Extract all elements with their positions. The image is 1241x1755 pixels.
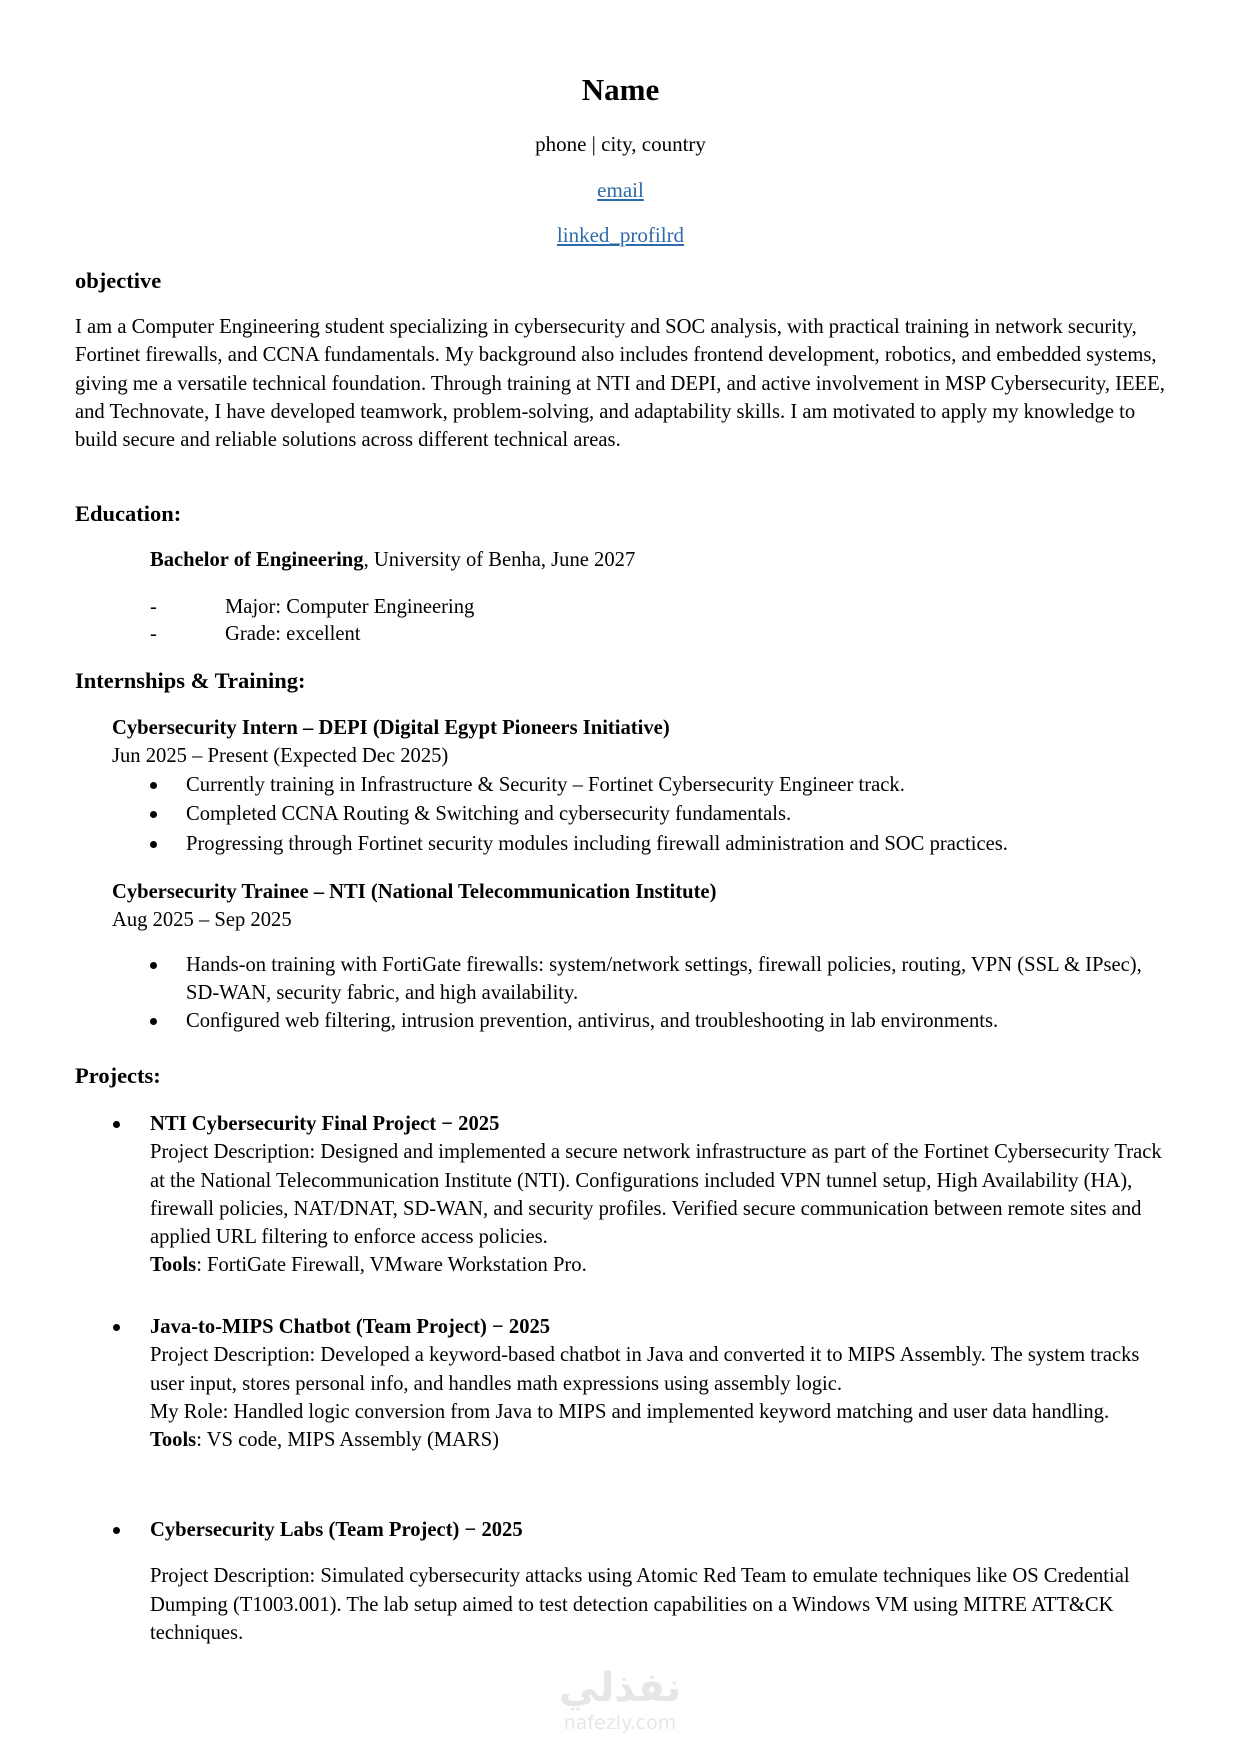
internship-title: Cybersecurity Intern – DEPI (Digital Egypt Pioneers Initiative) <box>112 717 670 739</box>
tools-label: Tools <box>150 1429 197 1452</box>
email-line <box>0 180 1241 201</box>
watermark-arabic: نفذلي <box>558 1665 682 1711</box>
objective-heading: objective <box>75 268 162 293</box>
degree-details: , University of Benha, June 2027 <box>363 549 636 571</box>
contact-line: phone | city, country <box>535 132 706 156</box>
degree-line <box>150 550 635 571</box>
education-item-text: Grade: excellent <box>225 623 361 645</box>
internship-entry <box>112 714 1172 859</box>
watermark-logo <box>540 1665 700 1734</box>
project-item <box>75 1110 1175 1280</box>
bullet-item: Completed CCNA Routing & Switching and cybersecurity fundamentals. <box>112 800 1172 830</box>
email-link[interactable]: email <box>597 178 644 202</box>
project-role: My Role: Handled logic conversion from Java to MIPS and implemented keyword matching and user data handling. <box>150 1400 1110 1423</box>
project-tools <box>150 1426 1175 1454</box>
bullet-item: Currently training in Infrastructure & Security – Fortinet Cybersecurity Engineer track. <box>112 771 1172 801</box>
linkedin-line <box>0 225 1241 246</box>
project-description: Project Description: Designed and implemented a secure network infrastructure as part of the Fortinet Cybersecurity Track at the National Telecommunication Institute (NTI). Configurations included VPN tunnel setup, High Availability (HA), firewall policies, NAT/DNAT, SD-WAN, and security profiles. Verified secure communication between remote sites and applied URL filtering to enforce access policies. <box>150 1141 1162 1249</box>
education-item <box>150 597 474 618</box>
objective-text: I am a Computer Engineering student specializing in cybersecurity and SOC analysis, with practical training in network security, Fortinet firewalls, and CCNA fundamentals. My background also includes frontend development, robotics, and embedded systems, giving me a versatile technical foundation. Through training at NTI and DEPI, and active involvement in MSP Cybersecurity, IEEE, and Technovate, I have developed teamwork, problem-solving, and adaptability skills. I am motivated to apply my knowledge to build secure and reliable solutions across different technical areas. <box>75 316 1165 452</box>
tools-value: : FortiGate Firewall, VMware Workstation Pro. <box>196 1254 587 1277</box>
education-heading: Education: <box>75 501 182 526</box>
internship-title: Cybersecurity Trainee – NTI (National Telecommunication Institute) <box>112 881 717 903</box>
linkedin-link[interactable]: linked_profilrd <box>556 223 685 247</box>
project-item <box>75 1516 1175 1647</box>
internship-dates: Aug 2025 – Sep 2025 <box>112 909 292 932</box>
bullet-item: Hands-on training with FortiGate firewalls: system/network settings, firewall policies, routing, VPN (SSL & IPsec), SD-WAN, security fabric, and high availability. <box>112 951 1172 1008</box>
watermark-latin: nafezly.com <box>563 1712 677 1734</box>
internship-entry <box>112 878 1172 1035</box>
internships-heading: Internships & Training: <box>75 668 306 693</box>
bullet-icon <box>113 1121 120 1128</box>
education-item <box>150 624 361 645</box>
internship-dates: Jun 2025 – Present (Expected Dec 2025) <box>112 745 449 768</box>
project-item <box>75 1313 1175 1454</box>
internship-bullets <box>112 951 1172 1036</box>
project-tools <box>150 1251 1175 1279</box>
dash-marker: - <box>150 623 157 645</box>
internship-bullets <box>112 771 1172 860</box>
tools-label: Tools <box>150 1254 197 1277</box>
projects-heading: Projects: <box>75 1063 161 1088</box>
dash-marker: - <box>150 596 157 618</box>
bullet-item: Configured web filtering, intrusion prevention, antivirus, and troubleshooting in lab environments. <box>112 1007 1172 1035</box>
candidate-name: Name <box>581 72 660 107</box>
project-description: Project Description: Simulated cybersecurity attacks using Atomic Red Team to emulate techniques like OS Credential Dumping (T1003.001). The lab setup aimed to test detection capabilities on a Windows VM using MITRE ATT&CK techniques. <box>150 1565 1130 1644</box>
project-title: Java-to-MIPS Chatbot (Team Project) − 2025 <box>150 1316 551 1338</box>
bullet-icon <box>113 1324 120 1331</box>
project-title: NTI Cybersecurity Final Project − 2025 <box>150 1113 500 1135</box>
project-title: Cybersecurity Labs (Team Project) − 2025 <box>150 1519 523 1541</box>
education-item-text: Major: Computer Engineering <box>225 596 475 618</box>
project-description: Project Description: Developed a keyword-based chatbot in Java and converted it to MIPS Assembly. The system tracks user input, stores personal info, and handles math expressions using assembly logic. <box>150 1344 1140 1395</box>
bullet-icon <box>113 1527 120 1534</box>
tools-value: : VS code, MIPS Assembly (MARS) <box>196 1429 500 1452</box>
bullet-item: Progressing through Fortinet security modules including firewall administration and SOC practices. <box>112 830 1172 860</box>
degree-title: Bachelor of Engineering <box>150 549 364 571</box>
